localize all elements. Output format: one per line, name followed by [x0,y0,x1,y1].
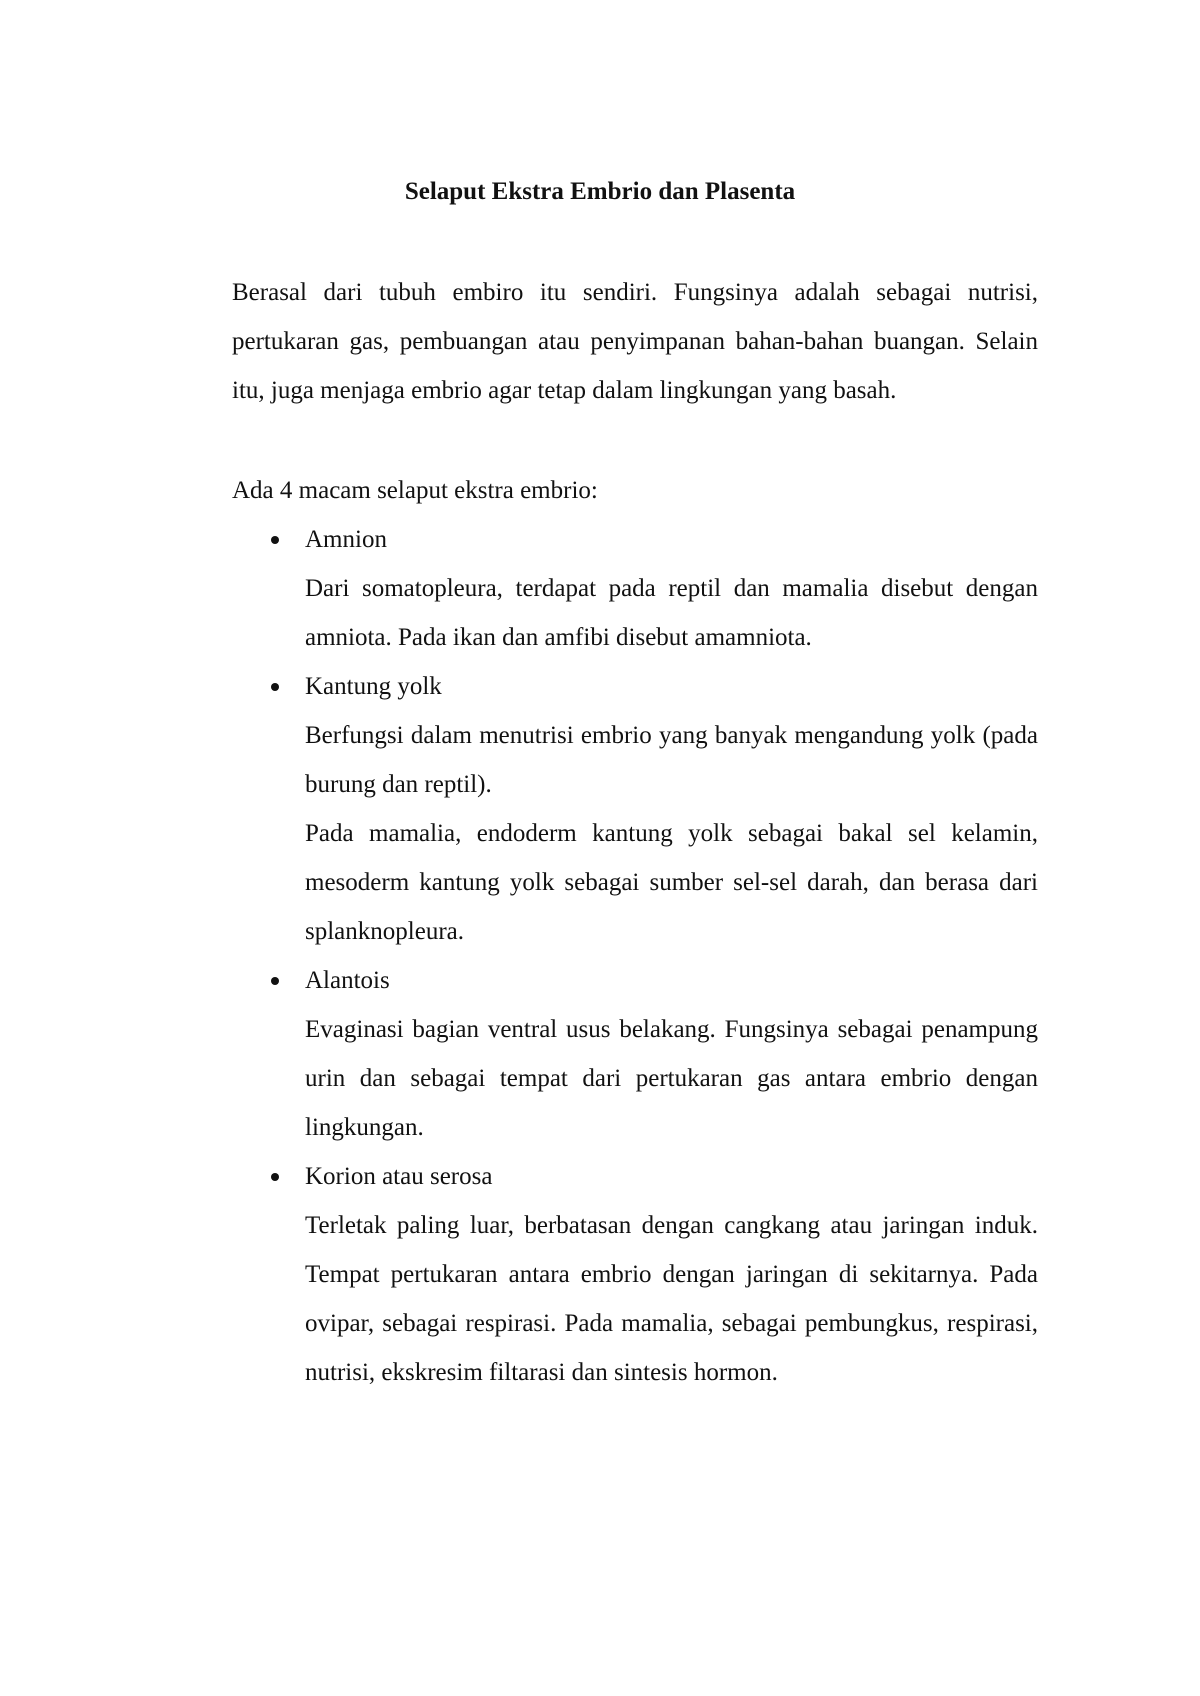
list-item [232,956,1038,1152]
intro-paragraph: Berasal dari tubuh embiro itu sendiri. Fungsinya adalah sebagai nutrisi, pertukaran gas, pembuangan atau penyimpanan bahan-bahan buangan. Selain itu, juga menjaga embrio agar tetap dalam lingkungan yang basah. [232,279,1038,404]
item-name: Kantung yolk [305,673,442,700]
item-description: Berfungsi dalam menutrisi embrio yang banyak mengandung yolk (pada burung dan reptil). [305,722,1038,798]
list-item [232,662,1038,956]
bullet-icon [271,1173,279,1181]
list-lead-text: Ada 4 macam selaput ekstra embrio: [232,477,598,504]
bullet-icon [271,683,279,691]
item-name: Alantois [305,967,390,994]
item-description: Terletak paling luar, berbatasan dengan cangkang atau jaringan induk. Tempat pertukaran antara embrio dengan jaringan di sekitarnya. Pada ovipar, sebagai respirasi. Pada mamalia, sebagai pembungkus, respirasi, nutrisi, ekskresim filtarasi dan sintesis hormon. [305,1212,1038,1386]
bullet-icon [271,536,279,544]
item-name: Korion atau serosa [305,1163,493,1190]
bullet-icon [271,977,279,985]
list-item [232,1152,1038,1397]
item-description: Dari somatopleura, terdapat pada reptil dan mamalia disebut dengan amniota. Pada ikan dan amfibi disebut amamniota. [305,575,1038,651]
item-description: Pada mamalia, endoderm kantung yolk sebagai bakal sel kelamin, mesoderm kantung yolk sebagai sumber sel-sel darah, dan berasa dari splanknopleura. [305,820,1038,945]
membrane-list [232,515,1038,1397]
list-item [232,515,1038,662]
item-name: Amnion [305,526,387,553]
item-description: Evaginasi bagian ventral usus belakang. Fungsinya sebagai penampung urin dan sebagai tempat dari pertukaran gas antara embrio dengan lingkungan. [305,1016,1038,1141]
document-title: Selaput Ekstra Embrio dan Plasenta [404,178,796,205]
